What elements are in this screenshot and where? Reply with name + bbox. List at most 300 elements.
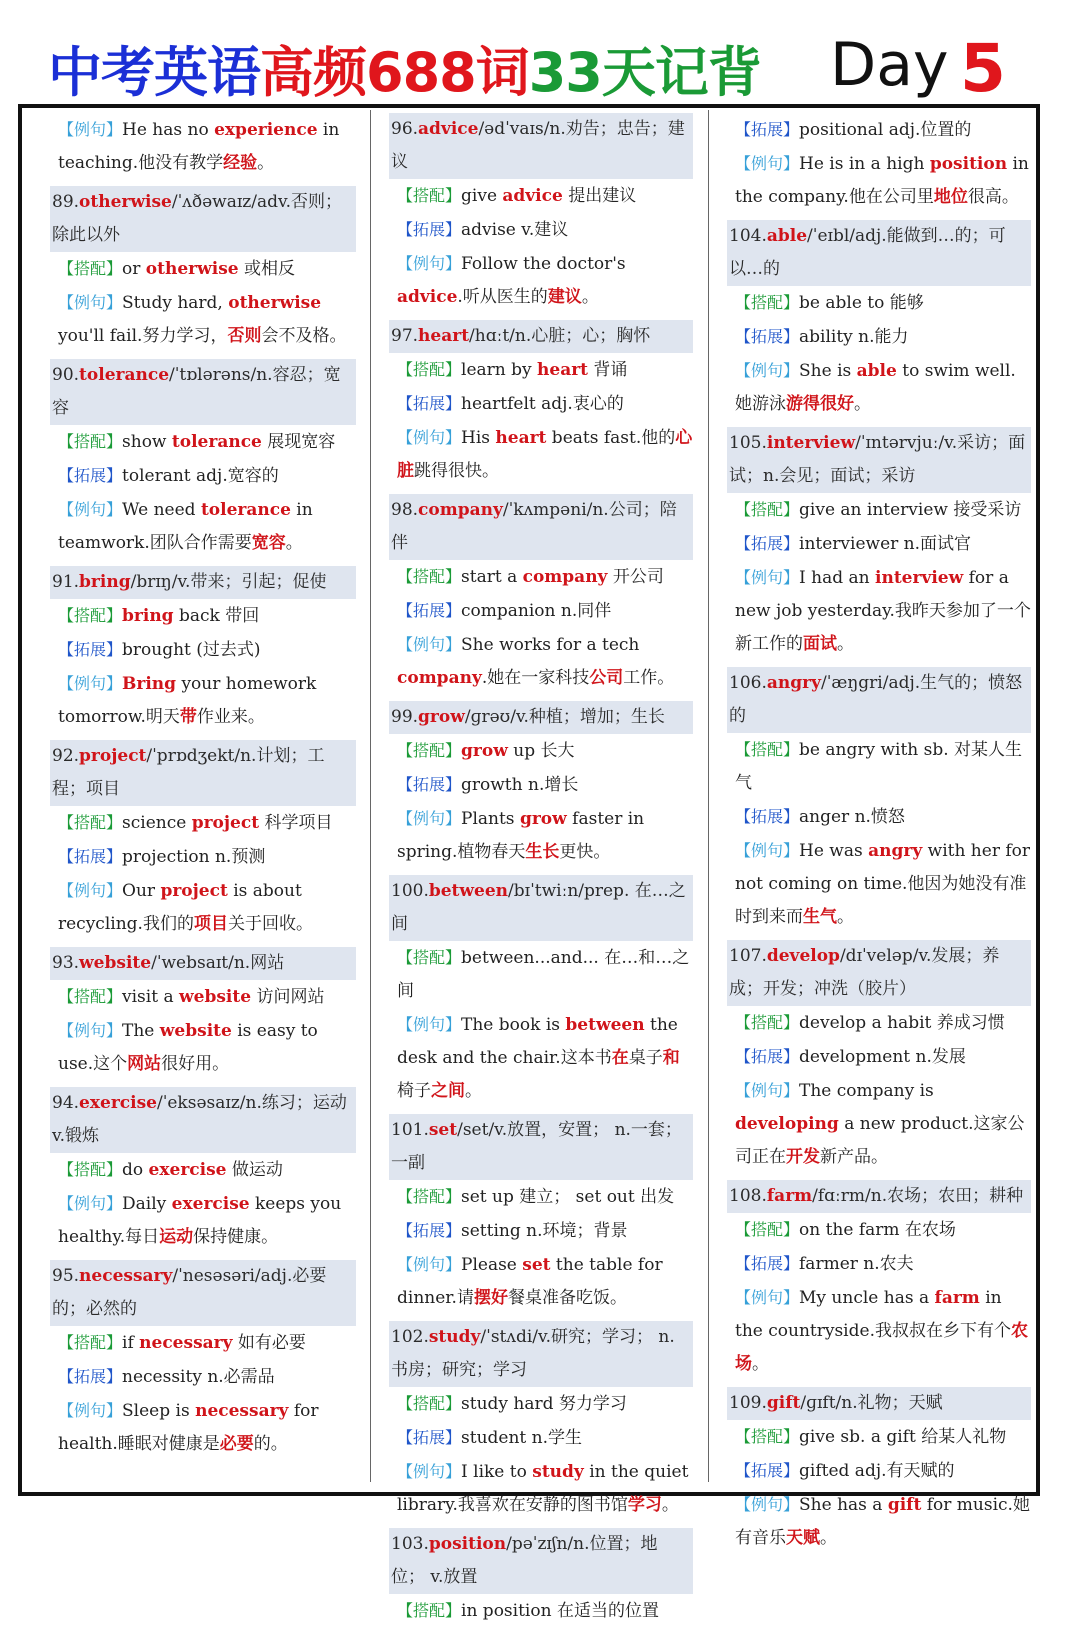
text: Follow the doctor's	[461, 254, 626, 274]
definition: /bɪˈtwiːn/prep. 在…之间	[391, 881, 686, 934]
extension-tag: 【拓展】	[735, 1254, 800, 1273]
example-line	[50, 667, 356, 734]
text: I had an	[799, 568, 875, 588]
entry-heading	[50, 186, 356, 252]
text: student n.学生	[461, 1428, 582, 1448]
entry-number: 107.	[729, 946, 767, 966]
word-entry-100	[389, 875, 693, 1108]
text: in the quiet library.我喜欢在安静的图书馆	[397, 1462, 689, 1515]
keyword-cn: 项目	[193, 914, 228, 934]
word-entry-99	[389, 701, 693, 869]
text: 。	[465, 1081, 482, 1101]
example-line	[389, 1248, 693, 1315]
entry-heading	[727, 667, 1031, 733]
entry-heading	[389, 1321, 693, 1387]
headword: exercise	[79, 1093, 157, 1113]
collocation-line	[389, 941, 693, 1008]
text: faster in spring.植物春天	[397, 809, 645, 862]
definition: /hɑːt/n.心脏；心；胸怀	[469, 326, 651, 346]
text: 更快。	[559, 842, 611, 862]
word-entry-94	[50, 1087, 356, 1254]
text: do	[122, 1160, 149, 1180]
collocation-line	[389, 560, 693, 594]
text: 科学项目	[259, 813, 333, 833]
definition: /ˈʌðəwaɪz/adv.否则；除此以外	[52, 192, 342, 245]
collocation-tag: 【搭配】	[397, 741, 462, 760]
keyword-cn: 必要	[219, 1434, 254, 1454]
definition: /ɡɪft/n.礼物；天赋	[800, 1393, 943, 1413]
definition: /ˈkʌmpəni/n.公司；陪伴	[391, 500, 677, 553]
entry-heading	[50, 566, 356, 599]
headword: study	[428, 1327, 481, 1347]
text: 桌子	[628, 1048, 663, 1068]
keyword-cn: 宽容	[251, 533, 286, 553]
text: the desk and the chair.这本书	[397, 1015, 678, 1068]
collocation-line	[50, 806, 356, 840]
example-line	[727, 354, 1031, 421]
collocation-line	[50, 1153, 356, 1187]
text: growth n.增长	[461, 775, 579, 795]
entry-number: 91.	[52, 572, 80, 592]
example-tag: 【例句】	[397, 1015, 462, 1034]
text: 很好用。	[161, 1054, 230, 1074]
text: ability n.能力	[799, 327, 909, 347]
extension-tag: 【拓展】	[735, 1047, 800, 1066]
text: 开公司	[607, 567, 664, 587]
example-line	[389, 1008, 693, 1108]
collocation-tag: 【搭配】	[735, 1427, 800, 1446]
keyword: tolerance	[200, 500, 291, 520]
text: 椅子	[397, 1081, 431, 1101]
example-tag: 【例句】	[735, 154, 800, 173]
text: tolerant adj.宽容的	[122, 466, 279, 486]
extension-line	[389, 213, 693, 247]
entry-number: 94.	[52, 1093, 80, 1113]
keyword: heart	[537, 360, 589, 380]
word-entry-93	[50, 947, 356, 1081]
collocation-line	[389, 1180, 693, 1214]
example-line	[727, 1281, 1031, 1381]
extension-tag: 【拓展】	[735, 327, 800, 346]
keyword-cn: 和	[662, 1048, 680, 1068]
headword: able	[766, 226, 808, 246]
text: for music.她有音乐	[735, 1495, 1030, 1548]
text: 工作。	[623, 668, 675, 688]
text: .她在一家科技	[481, 668, 590, 688]
text: projection n.预测	[122, 847, 266, 867]
word-entry-96	[389, 113, 693, 314]
entry-number: 92.	[52, 746, 80, 766]
text: 的。	[253, 1434, 288, 1454]
definition: /ˈprɒdʒekt/n.计划；工程；项目	[52, 746, 325, 799]
headword: company	[418, 500, 503, 520]
text: farmer n.农夫	[799, 1254, 914, 1274]
example-line	[727, 1488, 1031, 1555]
headword: angry	[766, 673, 821, 693]
extension-tag: 【拓展】	[58, 847, 123, 866]
text: Study hard,	[122, 293, 229, 313]
word-entry-103-cont	[727, 113, 1031, 214]
definition: /ˈeksəsaɪz/n.练习；运动 v.锻炼	[52, 1093, 347, 1146]
extension-tag: 【拓展】	[735, 807, 800, 826]
text: The company is	[799, 1081, 934, 1101]
definition: /ədˈvaɪs/n.劝告；忠告；建议	[391, 119, 685, 172]
collocation-line	[389, 179, 693, 213]
example-tag: 【例句】	[735, 1081, 800, 1100]
keyword: grow	[461, 741, 508, 761]
entry-number: 93.	[52, 953, 80, 973]
headword: bring	[79, 572, 131, 592]
text: a new product.这家公司正在	[735, 1114, 1025, 1167]
text: 餐桌准备吃饭。	[507, 1288, 627, 1308]
extension-tag: 【拓展】	[397, 775, 462, 794]
extension-line	[50, 1360, 356, 1394]
text: back 带回	[173, 606, 260, 626]
keyword-cn: 摆好	[473, 1288, 508, 1308]
text: visit a	[122, 987, 179, 1007]
keyword: necessary	[139, 1333, 233, 1353]
word-entry-91	[50, 566, 356, 734]
keyword-cn: 建议	[547, 287, 582, 307]
headword: tolerance	[79, 365, 170, 385]
entry-heading	[50, 740, 356, 806]
collocation-tag: 【搭配】	[397, 567, 462, 586]
extension-line	[727, 800, 1031, 834]
entry-number: 108.	[729, 1186, 767, 1206]
keyword-cn: 天赋	[786, 1528, 820, 1548]
example-line	[50, 113, 356, 180]
definition: /dɪˈveləp/v.发展；养成；开发；冲洗（胶片）	[729, 946, 1000, 999]
text: development n.发展	[799, 1047, 966, 1067]
text: She works for a tech	[461, 635, 640, 655]
entry-heading	[727, 1180, 1031, 1213]
word-entry-102	[389, 1321, 693, 1522]
text: up 长大	[507, 741, 575, 761]
text: positional adj.位置的	[799, 120, 972, 140]
collocation-tag: 【搭配】	[58, 432, 123, 451]
entry-number: 97.	[391, 326, 419, 346]
example-tag: 【例句】	[735, 568, 800, 587]
example-tag: 【例句】	[58, 1021, 123, 1040]
entry-heading	[389, 113, 693, 179]
text: 作业来。	[196, 707, 265, 727]
text: the table for dinner.请	[397, 1255, 663, 1308]
example-line	[389, 802, 693, 869]
title-part: 高频	[260, 41, 366, 104]
extension-line	[727, 1454, 1031, 1488]
collocation-tag: 【搭配】	[735, 293, 800, 312]
text: 访问网站	[251, 987, 325, 1007]
example-line	[389, 421, 693, 488]
text: be angry with sb. 对某人生气	[735, 740, 1023, 793]
entry-heading	[389, 701, 693, 734]
extension-tag: 【拓展】	[58, 1367, 123, 1386]
extension-tag: 【拓展】	[58, 466, 123, 485]
entry-number: 98.	[391, 500, 419, 520]
entry-heading	[50, 359, 356, 425]
example-line	[50, 1394, 356, 1461]
text: your homework tomorrow.明天	[58, 674, 317, 727]
entry-number: 100.	[391, 881, 429, 901]
text: 。	[257, 153, 275, 173]
entry-number: 106.	[729, 673, 767, 693]
text: We need	[122, 500, 201, 520]
headword: heart	[418, 326, 470, 346]
extension-tag: 【拓展】	[58, 640, 123, 659]
page-header	[0, 0, 1080, 105]
example-line	[50, 1187, 356, 1254]
text: for a new job yesterday.我昨天参加了一个新工作的	[735, 568, 1031, 654]
example-tag: 【例句】	[735, 841, 800, 860]
text: companion n.同伴	[461, 601, 612, 621]
collocation-tag: 【搭配】	[58, 259, 123, 278]
keyword-cn: 游得很好	[786, 394, 854, 414]
example-tag: 【例句】	[397, 635, 462, 654]
text: 背诵	[588, 360, 628, 380]
keyword: set	[522, 1255, 551, 1275]
text: study hard 努力学习	[461, 1394, 627, 1414]
example-tag: 【例句】	[735, 361, 800, 380]
definition: /pəˈzɪʃn/n.位置；地位； v.放置	[391, 1534, 658, 1587]
extension-line	[727, 527, 1031, 561]
example-tag: 【例句】	[58, 1194, 123, 1213]
text: He has no	[122, 120, 215, 140]
extension-line	[389, 1214, 693, 1248]
headword: grow	[418, 707, 465, 727]
keyword: advice	[397, 287, 458, 307]
example-tag: 【例句】	[58, 293, 123, 312]
extension-line	[727, 1040, 1031, 1074]
collocation-line	[727, 1213, 1031, 1247]
text: Our	[122, 881, 161, 901]
keyword: angry	[868, 841, 923, 861]
collocation-tag: 【搭配】	[397, 1601, 462, 1620]
extension-tag: 【拓展】	[397, 394, 462, 413]
collocation-line	[389, 353, 693, 387]
text: 。	[837, 907, 854, 927]
text: 新产品。	[820, 1147, 888, 1167]
keyword: project	[191, 813, 260, 833]
collocation-tag: 【搭配】	[397, 948, 462, 967]
headword: advice	[418, 119, 479, 139]
collocation-tag: 【搭配】	[58, 1333, 123, 1352]
text: is easy to use.这个	[58, 1021, 318, 1074]
collocation-line	[50, 252, 356, 286]
title-part: 33天记背	[528, 41, 761, 104]
collocation-tag: 【搭配】	[397, 360, 462, 379]
column-divider	[708, 110, 709, 1482]
keyword-cn: 运动	[159, 1227, 194, 1247]
definition: /set/v.放置，安置； n.一套；一副	[391, 1120, 682, 1173]
day-label: Day	[830, 30, 949, 100]
example-tag: 【例句】	[58, 120, 123, 139]
title-part: 688	[366, 41, 476, 104]
headword: otherwise	[79, 192, 172, 212]
collocation-line	[50, 425, 356, 459]
headword: website	[79, 953, 152, 973]
collocation-line	[727, 493, 1031, 527]
collocation-line	[389, 1594, 693, 1628]
collocation-tag: 【搭配】	[58, 813, 123, 832]
keyword-cn: 公司	[589, 668, 624, 688]
example-line	[727, 561, 1031, 661]
keyword: position	[929, 154, 1008, 174]
text: interviewer n.面试官	[799, 534, 972, 554]
keyword: experience	[214, 120, 318, 140]
entry-heading	[727, 940, 1031, 1006]
keyword-cn: 心脏	[397, 428, 693, 481]
word-entry-103	[389, 1528, 693, 1628]
extension-tag: 【拓展】	[397, 1428, 462, 1447]
definition: /ˈstʌdi/v.研究；学习； n.书房；研究；学习	[391, 1327, 675, 1380]
entry-heading	[50, 947, 356, 980]
keyword-cn: 开发	[786, 1147, 820, 1167]
extension-line	[727, 113, 1031, 147]
text: to swim well.她游泳	[735, 361, 1016, 414]
text: brought (过去式)	[122, 640, 261, 660]
headword: farm	[766, 1186, 813, 1206]
example-line	[50, 1014, 356, 1081]
example-tag: 【例句】	[58, 1401, 123, 1420]
extension-tag: 【拓展】	[397, 601, 462, 620]
keyword: exercise	[171, 1194, 250, 1214]
keyword-cn: 经验	[223, 153, 258, 173]
entry-number: 89.	[52, 192, 80, 212]
extension-line	[727, 320, 1031, 354]
text: in the countryside.我叔叔在乡下有个	[735, 1288, 1011, 1341]
keyword: necessary	[195, 1401, 289, 1421]
extension-tag: 【拓展】	[397, 220, 462, 239]
extension-line	[727, 1247, 1031, 1281]
keyword-cn: 带	[179, 707, 197, 727]
entry-number: 101.	[391, 1120, 429, 1140]
word-entry-105	[727, 427, 1031, 661]
collocation-tag: 【搭配】	[397, 1187, 462, 1206]
text: gifted adj.有天赋的	[799, 1461, 955, 1481]
text: science	[122, 813, 192, 833]
entry-heading	[389, 1528, 693, 1594]
text: start a	[461, 567, 523, 587]
example-line	[50, 493, 356, 560]
keyword-cn: 面试	[803, 634, 837, 654]
example-tag: 【例句】	[58, 881, 123, 900]
text: on the farm 在农场	[799, 1220, 956, 1240]
word-entry-90	[50, 359, 356, 560]
example-line	[389, 1455, 693, 1522]
definition: /ˈtɒlərəns/n.容忍；宽容	[52, 365, 341, 418]
keyword: Bring	[122, 674, 177, 694]
text: 。	[752, 1354, 769, 1374]
definition: /ˈeɪbl/adj.能做到…的；可以…的	[729, 226, 1006, 279]
text: keeps you healthy.每日	[58, 1194, 342, 1247]
text: give an interview 接受采访	[799, 500, 1022, 520]
collocation-line	[727, 1006, 1031, 1040]
text: She is	[799, 361, 857, 381]
collocation-tag: 【搭配】	[58, 987, 123, 1006]
headword: between	[428, 881, 509, 901]
word-entry-104	[727, 220, 1031, 421]
keyword: grow	[519, 809, 567, 829]
definition: /ˈnesəsəri/adj.必要的；必然的	[52, 1266, 327, 1319]
collocation-tag: 【搭配】	[735, 500, 800, 519]
extension-tag: 【拓展】	[735, 1461, 800, 1480]
example-line	[727, 147, 1031, 214]
text: 。	[820, 1528, 837, 1548]
entry-number: 90.	[52, 365, 80, 385]
text: between...and... 在…和…之间	[397, 948, 690, 1001]
keyword-cn: 否则	[227, 326, 262, 346]
collocation-line	[727, 1420, 1031, 1454]
keyword-cn: 网站	[127, 1054, 162, 1074]
headword: project	[79, 746, 147, 766]
entry-heading	[389, 494, 693, 560]
text: with her for not coming on time.他因为她没有准时到来而	[735, 841, 1031, 927]
extension-tag: 【拓展】	[735, 534, 800, 553]
entry-number: 96.	[391, 119, 419, 139]
text: 很高。	[967, 187, 1019, 207]
word-entry-92	[50, 740, 356, 941]
example-tag: 【例句】	[735, 1288, 800, 1307]
text: 或相反	[238, 259, 295, 279]
text: I like to	[461, 1462, 533, 1482]
text: 。	[581, 287, 599, 307]
text: in the company.他在公司里	[735, 154, 1029, 207]
text: His	[461, 428, 496, 448]
definition: /fɑːrm/n.农场；农田；耕种	[812, 1186, 1024, 1206]
text: show	[122, 432, 172, 452]
text: set up 建立； set out 出发	[461, 1187, 675, 1207]
keyword-cn: 生长	[525, 842, 560, 862]
text: He is in a high	[799, 154, 930, 174]
text: for health.睡眠对健康是	[58, 1401, 319, 1454]
text: develop a habit 养成习惯	[799, 1013, 1005, 1033]
word-entry-106	[727, 667, 1031, 934]
entry-number: 109.	[729, 1393, 767, 1413]
example-line	[727, 834, 1031, 934]
text: My uncle has a	[799, 1288, 935, 1308]
collocation-tag: 【搭配】	[397, 186, 462, 205]
keyword: website	[159, 1021, 232, 1041]
headword: necessary	[79, 1266, 173, 1286]
collocation-line	[389, 734, 693, 768]
text: The book is	[461, 1015, 566, 1035]
page-title	[48, 30, 761, 107]
keyword: otherwise	[145, 259, 239, 279]
day-number: 5	[960, 30, 1006, 107]
title-part: 中考英语	[48, 41, 260, 104]
keyword: able	[856, 361, 897, 381]
text: 。	[661, 1495, 679, 1515]
example-tag: 【例句】	[397, 1462, 462, 1481]
word-entry-88	[50, 113, 356, 180]
definition: /ɡrəʊ/v.种植；增加；生长	[464, 707, 665, 727]
entry-heading	[389, 1114, 693, 1180]
entry-heading	[389, 320, 693, 353]
keyword-cn: 地位	[933, 187, 968, 207]
text: Plants	[461, 809, 520, 829]
word-entry-107	[727, 940, 1031, 1174]
column-3	[727, 113, 1031, 1555]
entry-heading	[50, 1087, 356, 1153]
keyword: company	[522, 567, 608, 587]
text: The	[122, 1021, 160, 1041]
collocation-line	[727, 733, 1031, 800]
entry-heading	[50, 1260, 356, 1326]
headword: set	[428, 1120, 458, 1140]
headword: interview	[766, 433, 856, 453]
keyword: bring	[122, 606, 174, 626]
entry-number: 103.	[391, 1534, 429, 1554]
